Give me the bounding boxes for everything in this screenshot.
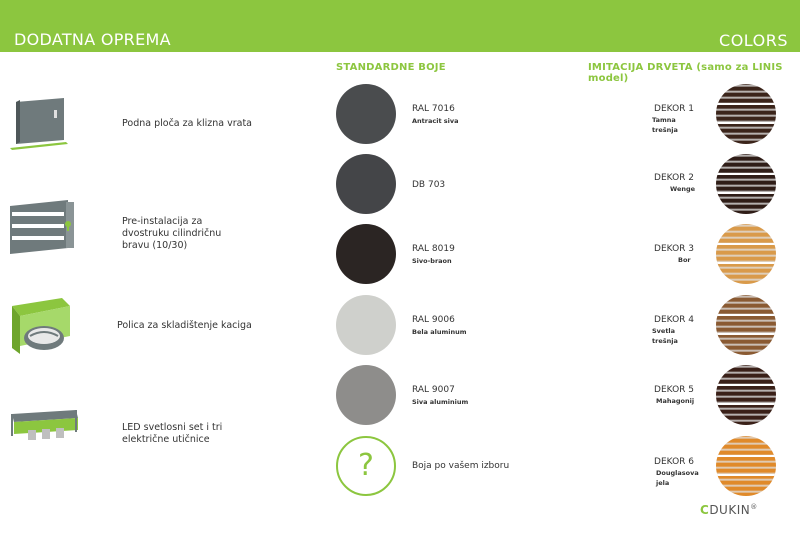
color-code: RAL 9007 bbox=[412, 385, 455, 395]
wood-imitation-heading: IMITACIJA DRVETA (samo za LINIS model) bbox=[588, 62, 783, 84]
color-swatch bbox=[336, 295, 396, 355]
decor-label: DEKOR 5 bbox=[654, 385, 694, 395]
wood-swatch bbox=[716, 154, 776, 214]
cylinder-lock-preinstall-icon bbox=[8, 198, 76, 258]
decor-name: Bor bbox=[678, 256, 691, 264]
accessory-label: Podna ploča za klizna vrata bbox=[122, 118, 252, 129]
color-name: Sivo-braon bbox=[412, 257, 452, 265]
custom-color-circle bbox=[336, 436, 396, 496]
wood-swatch bbox=[716, 224, 776, 284]
color-code: DB 703 bbox=[412, 180, 446, 190]
accessory-label: Pre-instalacija za dvostruku cilindričnu bravu (10/30) bbox=[122, 216, 222, 251]
header-bar bbox=[0, 0, 800, 52]
decor-name: Mahagonij bbox=[656, 397, 695, 405]
decor-name: Wenge bbox=[670, 185, 696, 193]
standard-colors-heading: STANDARDNE BOJE bbox=[336, 62, 446, 73]
color-name: Siva aluminium bbox=[412, 398, 469, 406]
decor-label: DEKOR 1 bbox=[654, 104, 694, 114]
accessory-label: LED svetlosni set i tri električne utičnice bbox=[122, 422, 223, 445]
wood-swatch bbox=[716, 436, 776, 496]
decor-label: DEKOR 4 bbox=[654, 315, 694, 325]
color-name: Antracit siva bbox=[412, 117, 459, 125]
color-code: RAL 9006 bbox=[412, 315, 455, 325]
logo-mark-icon: C bbox=[700, 503, 710, 517]
question-mark-icon: ? bbox=[358, 448, 374, 483]
logo-text: DUKIN bbox=[709, 503, 751, 517]
led-light-set-icon bbox=[8, 408, 80, 448]
color-swatch bbox=[336, 224, 396, 284]
custom-color-label: Boja po vašem izboru bbox=[412, 461, 510, 471]
decor-name: Svetla trešnja bbox=[652, 327, 678, 345]
color-name: Bela aluminum bbox=[412, 328, 467, 336]
decor-name: Tamna trešnja bbox=[652, 116, 678, 134]
logo-registered: ® bbox=[750, 503, 758, 511]
decor-label: DEKOR 6 bbox=[654, 457, 694, 467]
color-code: RAL 7016 bbox=[412, 104, 455, 114]
wood-swatch bbox=[716, 365, 776, 425]
wood-swatch bbox=[716, 295, 776, 355]
decor-label: DEKOR 2 bbox=[654, 173, 694, 183]
color-swatch bbox=[336, 365, 396, 425]
wood-swatch bbox=[716, 84, 776, 144]
color-code: RAL 8019 bbox=[412, 244, 455, 254]
color-swatch bbox=[336, 84, 396, 144]
colors-title: COLORS bbox=[719, 31, 788, 50]
sliding-door-floor-plate-icon bbox=[8, 96, 70, 150]
dukin-logo bbox=[700, 503, 758, 517]
decor-name: Douglasova jela bbox=[656, 469, 699, 487]
decor-label: DEKOR 3 bbox=[654, 244, 694, 254]
accessory-label: Polica za skladištenje kaciga bbox=[117, 320, 252, 331]
color-swatch bbox=[336, 154, 396, 214]
helmet-shelf-icon bbox=[8, 296, 72, 358]
page-title: DODATNA OPREMA bbox=[14, 30, 171, 49]
